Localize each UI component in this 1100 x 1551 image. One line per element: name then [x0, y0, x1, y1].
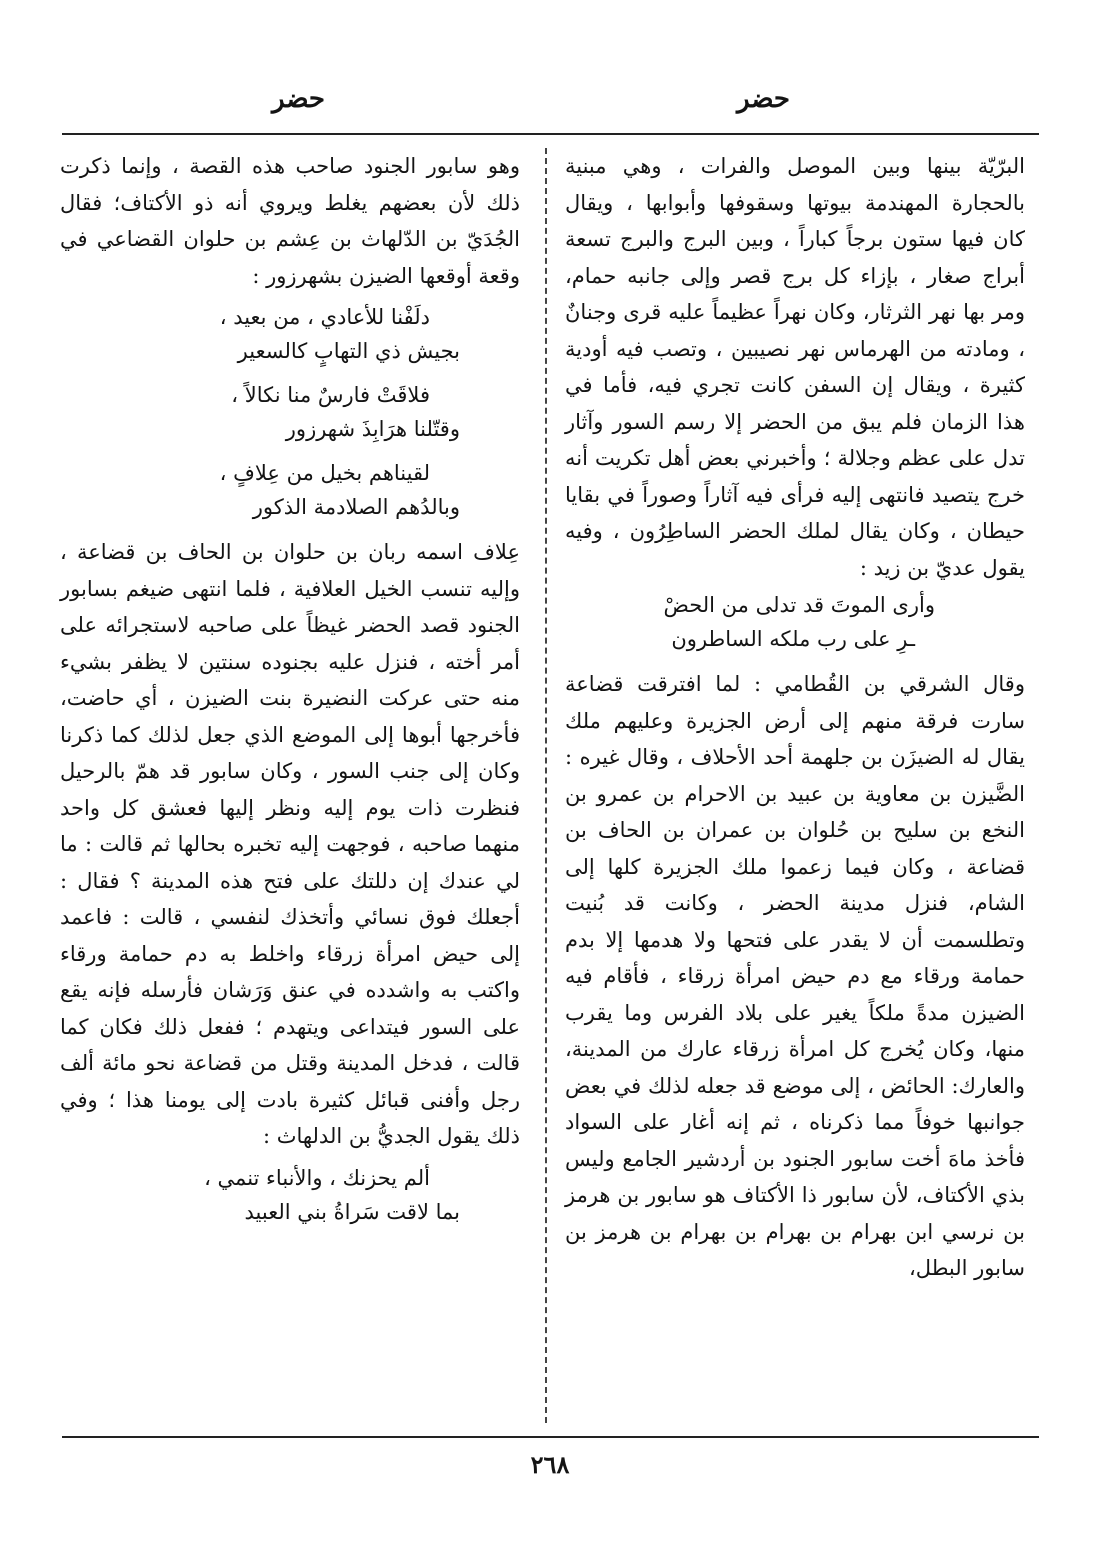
left-column — [60, 148, 520, 1239]
left-paragraph-2: عِلاف اسمه ربان بن حلوان بن الحاف بن قضاعة ، وإليه تنسب الخيل العلافية ، فلما انتهى ضيغم بسابور الجنود قصد الحضر غيظاً على صاحبه لاستجرائه على أمر أخته ، فنزل عليه بجنوده سنتين لا يظفر بشيء منه حتى عركت النضيرة بنت الضيزن ، أي حاضت، فأخرجها أبوها إلى الموضع الذي جعل لذلك كما ذكرنا وكان إلى جنب السور ، وكان سابور قد همّ بالرحيل فنظرت ذات يوم إليه ونظر إليها فعشق كل واحد منهما صاحبه ، فوجهت إليه تخبره بحالها ثم قالت : ما لي عندك إن دللتك على فتح هذه المدينة ؟ فقال : أجعلك فوق نسائي وأتخذك لنفسي ، قالت : فاعمد إلى حيض امرأة زرقاء واخلط به دم حمامة ورقاء واكتب به واشدده في عنق وَرَشان فأرسله فإنه يقع على السور فيتداعى ويتهدم ؛ ففعل ذلك فكان كما قالت ، فدخل المدينة وقتل من قضاعة نحو مائة ألف رجل وأفنى قبائل كثيرة بادت إلى يومنا هذا ؛ وفي ذلك يقول الجديُّ بن الدلهاث : — [60, 540, 520, 1148]
verse-stanza-4 — [60, 1161, 520, 1229]
verse-line: وأرى الموتَ قد تدلى من الحضْ — [663, 593, 935, 617]
verse-line: بجيش ذي التهابٍ كالسعير — [237, 339, 460, 363]
verse-line: ألم يحزنك ، والأنباء تنمي ، — [204, 1165, 430, 1190]
footer-rule — [62, 1436, 1039, 1438]
header-rule — [62, 133, 1039, 135]
right-column — [565, 148, 1025, 1287]
running-head-left: حضر — [272, 84, 325, 114]
verse-line: دلَفْنا للأعادي ، من بعيد ، — [219, 305, 430, 329]
page-number: ٢٦٨ — [530, 1450, 570, 1479]
verse-line: وقتّلنا هرَابِذَ شهرزور — [285, 417, 460, 441]
column-divider — [545, 148, 547, 1423]
verse-line: وبالدُهم الصلادمة الذكور — [252, 495, 460, 519]
verse-line: فلاقَتْ فارسٌ منا نكالاً ، — [231, 383, 430, 407]
verse-stanza-1 — [60, 300, 520, 368]
verse-adi-bin-zayd — [565, 588, 1025, 656]
right-paragraph-2: وقال الشرقي بن القُطامي : لما افترقت قضاعة سارت فرقة منهم إلى أرض الجزيرة وعليهم ملك يقال له الضيزَن بن جلهمة أحد الأحلاف ، وقال غيره : الضَّيزن بن معاوية بن عبيد بن الاحرام بن عمرو بن النخع بن سليح بن حُلوان بن عمران بن الحاف بن قضاعة ، وكان فيما زعموا ملك الجزيرة كلها إلى الشام، فنزل مدينة الحضر ، وكانت قد بُنيت وتطلسمت أن لا يقدر على فتحها ولا هدمها إلا بدم حمامة ورقاء مع دم حيض امرأة زرقاء ، فأقام فيه الضيزن مدةً ملكاً يغير على بلاد الفرس وما يقرب منها، وكان يُخرج كل امرأة زرقاء عارك من المدينة، والعارك: الحائض ، إلى موضع قد جعله لذلك في بعض جوانبها خوفاً مما ذكرناه ، ثم إنه أغار على السواد فأخذ ماهَ أخت سابور الجنود بن أردشير الجامع وليس بذي الأكتاف، لأن سابور ذا الأكتاف هو سابور بن هرمز بن نرسي ابن بهرام بن بهرام بن بهرام بن هرمز بن سابور البطل، — [565, 672, 1025, 1280]
right-paragraph-1: البرّيّة بينها وبين الموصل والفرات ، وهي مبنية بالحجارة المهندمة بيوتها وسقوفها وأبوابها ، ويقال كان فيها ستون برجاً كباراً ، وبين البرج والبرج تسعة أبراج صغار ، بإزاء كل برج قصر وإلى جانبه حمام، ومر بها نهر الثرثار، وكان نهراً عظيماً عليه قرى وجنانٌ ، ومادته من الهرماس نهر نصيبين ، وتصب فيه أودية كثيرة ، ويقال إن السفن كانت تجري فيه، فأما في هذا الزمان فلم يبق من الحضر إلا رسم السور وآثار تدل على عظم وجلالة ؛ وأخبرني بعض أهل تكريت أنه خرج يتصيد فانتهى إليه فرأى فيه آثاراً وصوراً في بقايا حيطان ، وكان يقال لملك الحضر الساطِرُون ، وفيه يقول عديّ بن زيد : — [565, 154, 1025, 580]
verse-stanza-2 — [60, 378, 520, 446]
verse-stanza-3 — [60, 456, 520, 524]
verse-line: لقيناهم بخيل من عِلافٍ ، — [219, 461, 430, 485]
verse-line: ـرِ على رب ملكه الساطرون — [671, 627, 915, 651]
verse-line: بما لاقت سَراةُ بني العبيد — [244, 1199, 460, 1224]
running-head-right: حضر — [737, 84, 790, 114]
left-paragraph-1: وهو سابور الجنود صاحب هذه القصة ، وإنما ذكرت ذلك لأن بعضهم يغلط ويروي أنه ذو الأكتاف؛ فقال الجُدَيّ بن الدّلهاث بن عِشم بن حلوان القضاعي في وقعة أوقعها الضيزن بشهرزور : — [60, 154, 520, 288]
